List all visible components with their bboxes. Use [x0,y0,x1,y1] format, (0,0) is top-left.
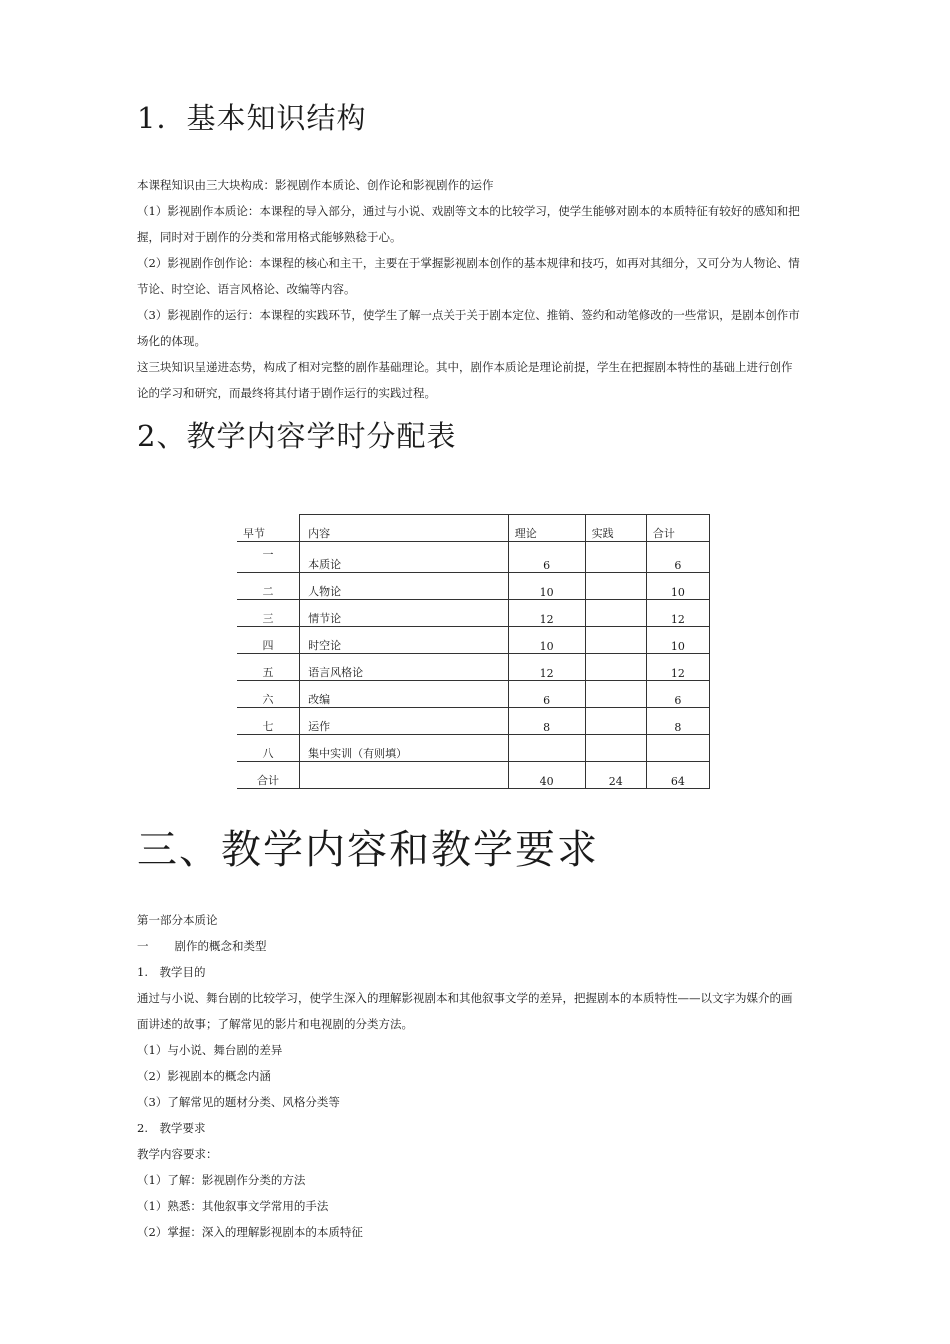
content-cell: 运作 [300,708,509,735]
paragraph-line: （2）影视剧作创作论：本课程的核心和主干，主要在于掌握影视剧本创作的基本规律和技巧，如再对其细分，又可分为人物论、情 [137,256,800,270]
practice-cell [585,708,646,735]
section-2-title: 2、教学内容学时分配表 [137,419,457,453]
chapter-cell: 二 [237,573,300,600]
theory-cell [508,735,585,762]
total-cell: 8 [646,708,709,735]
paragraph-line: 握，同时对于剧作的分类和常用格式能够熟稔于心。 [137,230,402,244]
table-row [237,681,710,708]
part-heading: 第一部分本质论 [137,913,218,927]
total-cell: 12 [646,654,709,681]
practice-cell [585,681,646,708]
header-cell: 理论 [508,515,585,542]
requirements-intro: 教学内容要求： [137,1147,218,1161]
theory-cell: 12 [508,654,585,681]
theory-cell: 6 [508,681,585,708]
chapter-cell: 七 [237,708,300,735]
total-cell: 6 [646,681,709,708]
total-cell: 10 [646,573,709,600]
total-cell: 10 [646,627,709,654]
theory-cell: 8 [508,708,585,735]
list-item: （1）了解：影视剧作分类的方法 [137,1173,306,1187]
practice-cell [585,573,646,600]
theory-cell: 40 [508,762,585,789]
table-row [237,573,710,600]
content-cell [300,762,509,789]
theory-cell: 12 [508,600,585,627]
total-cell: 6 [646,542,709,573]
total-cell: 64 [646,762,709,789]
table-total-row [237,762,710,789]
content-cell: 情节论 [300,600,509,627]
content-cell: 改编 [300,681,509,708]
paragraph-line: 节论、时空论、语言风格论、改编等内容。 [137,282,356,296]
requirements-heading: 2. 教学要求 [137,1121,206,1135]
header-cell: 实践 [585,515,646,542]
theory-cell: 10 [508,627,585,654]
table-row [237,735,710,762]
header-cell: 合计 [646,515,709,542]
section-3-body [137,907,813,1245]
table-row [237,654,710,681]
chapter-cell: 一 [237,542,300,573]
practice-cell [585,654,646,681]
hours-allocation-table [237,514,710,789]
paragraph-line: 本课程知识由三大块构成：影视剧作本质论、创作论和影视剧作的运作 [137,178,494,192]
chapter-cell: 合计 [237,762,300,789]
header-cell: 内容 [300,515,509,542]
theory-cell: 10 [508,573,585,600]
purpose-heading: 1. 教学目的 [137,965,206,979]
paragraph-line: 面讲述的故事；了解常见的影片和电视剧的分类方法。 [137,1017,413,1031]
chapter-cell: 四 [237,627,300,654]
chapter-heading [137,933,813,959]
list-item: （1）熟悉：其他叙事文学常用的手法 [137,1199,329,1213]
chapter-number: 一 [137,939,149,953]
paragraph-line: （1）影视剧作本质论：本课程的导入部分，通过与小说、戏剧等文本的比较学习，使学生能够对剧本的本质特征有较好的感知和把 [137,204,800,218]
content-cell: 集中实训（有则填） [300,735,509,762]
list-item: （2）掌握：深入的理解影视剧本的本质特征 [137,1225,363,1239]
total-cell [646,735,709,762]
practice-cell [585,627,646,654]
total-cell: 12 [646,600,709,627]
content-cell: 人物论 [300,573,509,600]
paragraph-line: （3）影视剧作的运行：本课程的实践环节，使学生了解一点关于关于剧本定位、推销、签约和动笔修改的一些常识，是剧本创作市 [137,308,800,322]
paragraph-line: 通过与小说、舞台剧的比较学习，使学生深入的理解影视剧本和其他叙事文学的差异，把握剧本的本质特性——以文字为媒介的画 [137,991,793,1005]
paragraph-line: 这三块知识呈递进态势，构成了相对完整的剧作基础理论。其中，剧作本质论是理论前提，学生在把握剧本特性的基础上进行创作 [137,360,793,374]
header-cell: 早节 [237,515,300,542]
practice-cell [585,735,646,762]
practice-cell: 24 [585,762,646,789]
table-header-row [237,515,710,542]
table-row [237,708,710,735]
paragraph-line: 论的学习和研究，而最终将其付诸于剧作运行的实践过程。 [137,386,436,400]
table-row [237,600,710,627]
content-cell: 时空论 [300,627,509,654]
chapter-cell: 五 [237,654,300,681]
chapter-cell: 三 [237,600,300,627]
practice-cell [585,600,646,627]
list-item: （2）影视剧本的概念内涵 [137,1069,271,1083]
chapter-cell: 八 [237,735,300,762]
theory-cell: 6 [508,542,585,573]
content-cell: 本质论 [300,542,509,573]
table-row [237,627,710,654]
practice-cell [585,542,646,573]
chapter-title: 剧作的概念和类型 [174,939,267,953]
section-1-title: 1．基本知识结构 [137,101,367,135]
content-cell: 语言风格论 [300,654,509,681]
list-item: （3）了解常见的题材分类、风格分类等 [137,1095,340,1109]
chapter-cell: 六 [237,681,300,708]
table-row [237,542,710,573]
paragraph-line: 场化的体现。 [137,334,206,348]
section-1-body [137,172,813,406]
list-item: （1）与小说、舞台剧的差异 [137,1043,283,1057]
section-3-title: 三、教学内容和教学要求 [137,827,599,873]
